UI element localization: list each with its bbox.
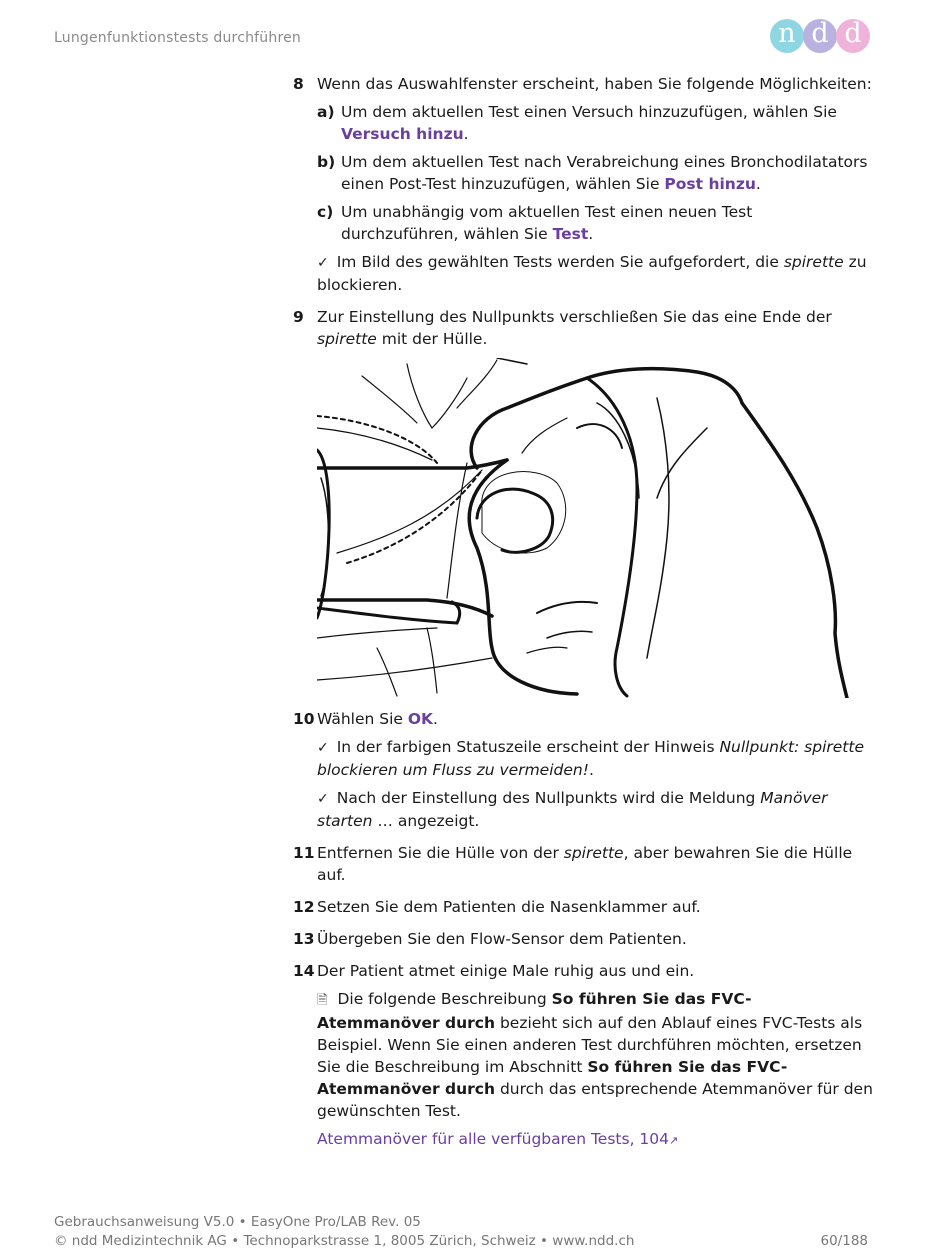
- step-text: Der Patient atmet einige Male ruhig aus und ein.: [317, 962, 695, 980]
- ok-link[interactable]: OK: [407, 710, 434, 728]
- option-a: [293, 101, 873, 145]
- check-text-end: … angezeigt.: [372, 812, 480, 830]
- step-text: Wählen Sie: [317, 710, 408, 728]
- step-text: Übergeben Sie den Flow-Sensor dem Patienten.: [317, 930, 687, 948]
- step-number: 8: [293, 75, 304, 93]
- check-emphasis: Manöver starten: [317, 789, 828, 830]
- ndd-logo: [770, 19, 870, 53]
- option-label: a): [317, 103, 335, 121]
- note-icon: 🗎: [317, 993, 328, 1008]
- footer-document-info: Gebrauchsanweisung V5.0 • EasyOne Pro/LAB Rev. 05: [54, 1214, 421, 1230]
- step-text: Entfernen Sie die Hülle von der: [317, 844, 564, 862]
- step-emphasis: spirette: [317, 330, 377, 348]
- step-number: 13: [293, 930, 315, 948]
- header-title: Lungenfunktionstests durchführen: [54, 30, 301, 46]
- option-text-end: .: [463, 125, 469, 143]
- check-text: Nach der Einstellung des Nullpunkts wird die Meldung: [336, 789, 761, 807]
- external-link-icon: ↗: [669, 1134, 679, 1147]
- note-text: durch das entsprechende Atemmanöver für den gewünschten Test.: [317, 1080, 873, 1120]
- option-text: Um unabhängig vom aktuellen Test einen neuen Test durchzuführen, wählen Sie: [341, 203, 753, 243]
- result-check-10b: [293, 787, 873, 832]
- step-11: [293, 842, 873, 886]
- step-number: 10: [293, 710, 315, 728]
- test-link[interactable]: Test: [552, 225, 589, 243]
- step-text: Wenn das Auswahlfenster erscheint, haben Sie folgende Möglichkeiten:: [317, 75, 872, 93]
- step-13: [293, 928, 873, 950]
- logo-letter-d1: d: [803, 19, 837, 53]
- check-text: In der farbigen Statuszeile erscheint der Hinweis: [336, 738, 720, 756]
- option-b: [293, 151, 873, 195]
- cross-reference-link[interactable]: [293, 1128, 873, 1152]
- note-text: bezieht sich auf den Ablauf eines FVC-Tests als Beispiel. Wenn Sie einen anderen Test durchführen möchten, ersetzen Sie die Beschreibung im Abschnitt: [317, 1014, 863, 1076]
- post-hinzu-link[interactable]: Post hinzu: [664, 175, 756, 193]
- step-text-end: mit der Hülle.: [376, 330, 488, 348]
- checkmark-icon: ✓: [317, 791, 329, 807]
- check-text-end: zu blockieren.: [317, 253, 867, 294]
- checkmark-icon: ✓: [317, 740, 329, 756]
- option-label: b): [317, 153, 336, 171]
- step-text: Zur Einstellung des Nullpunkts verschließen Sie das eine Ende der: [317, 308, 832, 326]
- footer-company-info: © ndd Medizintechnik AG • Technoparkstrasse 1, 8005 Zürich, Schweiz • www.ndd.ch: [54, 1233, 635, 1249]
- check-emphasis: Nullpunkt: spirette blockieren um Fluss zu vermeiden!: [317, 738, 864, 779]
- check-text: Im Bild des gewählten Tests werden Sie aufgefordert, die: [336, 253, 784, 271]
- option-text: Um dem aktuellen Test einen Versuch hinzuzufügen, wählen Sie: [341, 103, 837, 121]
- option-text-end: .: [755, 175, 761, 193]
- main-content: [293, 73, 873, 1152]
- spirette-illustration: [317, 358, 853, 698]
- step-number: 9: [293, 308, 304, 326]
- logo-letter-n: n: [770, 19, 804, 53]
- logo-letter-d2: d: [836, 19, 870, 53]
- step-10: [293, 708, 873, 730]
- check-text-end: .: [588, 761, 594, 779]
- step-text-end: , aber bewahren Sie die Hülle auf.: [317, 844, 853, 884]
- result-check-8: [293, 251, 873, 296]
- step-number: 14: [293, 962, 315, 980]
- note-text: Die folgende Beschreibung: [337, 990, 552, 1008]
- step-8: [293, 73, 873, 95]
- note-bold-title: So führen Sie das FVC-Atemmanöver durch: [317, 990, 752, 1032]
- step-number: 12: [293, 898, 315, 916]
- step-text: Setzen Sie dem Patienten die Nasenklammer auf.: [317, 898, 701, 916]
- step-number: 11: [293, 844, 315, 862]
- option-label: c): [317, 203, 334, 221]
- cross-reference-text[interactable]: Atemmanöver für alle verfügbaren Tests, 104: [317, 1130, 670, 1148]
- info-note: [293, 988, 873, 1122]
- note-bold-title: So führen Sie das FVC-Atemmanöver durch: [317, 1058, 788, 1098]
- step-12: [293, 896, 873, 918]
- step-9: [293, 306, 873, 350]
- option-c: [293, 201, 873, 245]
- page-number: 60/188: [820, 1233, 868, 1249]
- result-check-10a: [293, 736, 873, 781]
- step-text-end: .: [433, 710, 438, 728]
- step-emphasis: spirette: [563, 844, 624, 862]
- option-text-end: .: [588, 225, 594, 243]
- checkmark-icon: ✓: [317, 255, 329, 271]
- option-text: Um dem aktuellen Test nach Verabreichung eines Bronchodilatators einen Post-Test hinzuzufügen, wählen Sie: [341, 153, 868, 193]
- check-emphasis: spirette: [783, 253, 844, 271]
- versuch-hinzu-link[interactable]: Versuch hinzu: [341, 125, 464, 143]
- step-14: [293, 960, 873, 982]
